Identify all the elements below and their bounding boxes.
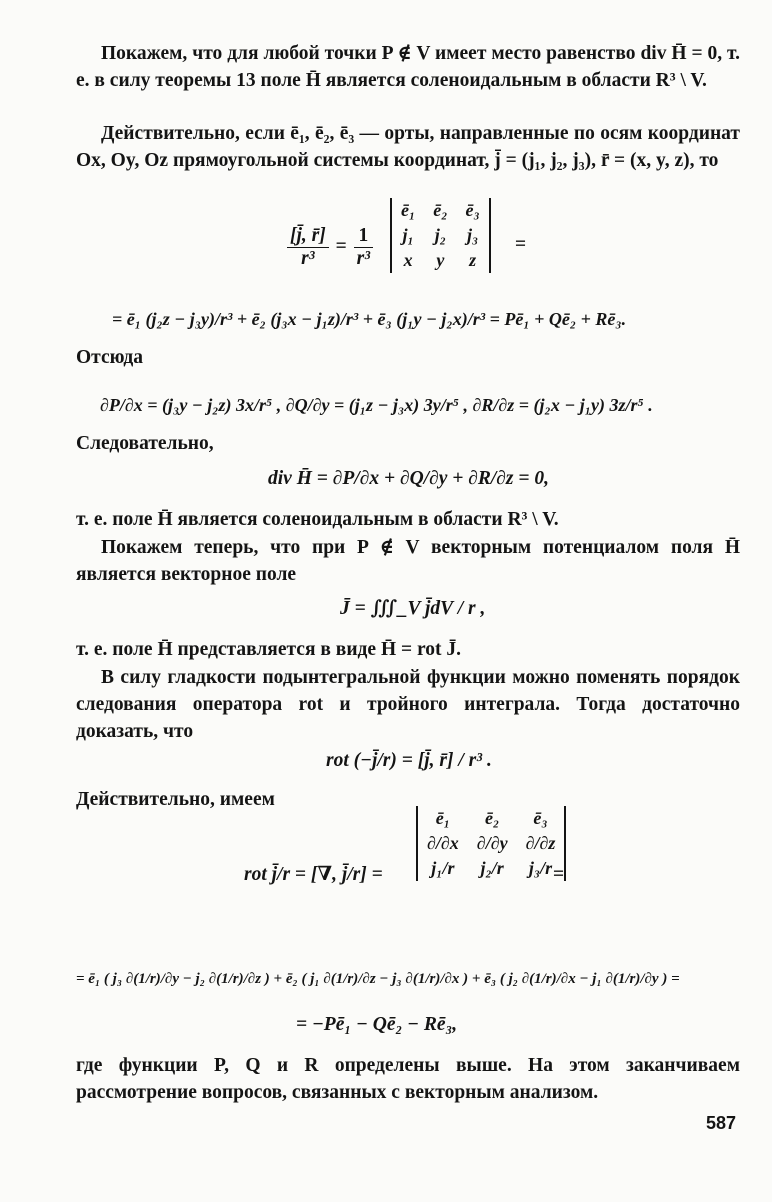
det1-row — [392, 223, 489, 248]
paragraph-6: Покажем теперь, что при P ∉ V векторным потенциалом поля H̄ является векторное поле — [76, 537, 740, 585]
det1-cell: x — [403, 250, 413, 270]
paragraph-7: т. е. поле H̄ представляется в виде H̄ = rot J̄. — [76, 639, 462, 660]
det1-cell: j₂ — [434, 225, 447, 245]
equation-rot: rot (−j̄/r) = [j̄, r̄] / r³ . — [326, 750, 492, 771]
det1-cell: ē₂ — [433, 200, 448, 220]
det1-cell: j₁ — [402, 225, 414, 245]
det2-cell: j₃/r — [528, 858, 553, 878]
det2-row — [418, 806, 564, 831]
equation-result: = −Pē₁ − Qē₂ − Rē₃, — [296, 1014, 458, 1035]
paragraph-5: т. е. поле H̄ является соленоидальным в области R³ \ V. — [76, 509, 559, 530]
eq1-denominator: r³ — [301, 248, 315, 269]
equation-vector-potential: J̄ = ∭_V j̄dV / r , — [340, 598, 486, 619]
det2-cell: j₁/r — [431, 858, 455, 878]
det2-cell: ∂/∂y — [476, 833, 508, 853]
equation-partial-derivatives: ∂P/∂x = (j₃y − j₂z) 3x/r⁵ , ∂Q/∂y = (j₁z − j₃x) 3y/r⁵ , ∂R/∂z = (j₂x − j₁y) 3z/r⁵ . — [100, 395, 653, 415]
det1-cell: y — [436, 250, 445, 270]
det2-cell: ē₃ — [533, 808, 548, 828]
eq1-one: 1 — [354, 225, 373, 248]
det1-cell: ē₃ — [465, 200, 480, 220]
equation-rot-nabla: rot j̄/r = [∇, j̄/r] = — [244, 864, 383, 885]
det1-cell: j₃ — [467, 225, 479, 245]
det1-cell: z — [469, 250, 477, 270]
equation-vector-product: $\frac{[j̄, r̄]}{\text{r³}}$ = $\frac{1}{\text{r³}}$ — [285, 225, 375, 270]
paragraph-2: Действительно, если ē₁, ē₂, ē₃ — орты, направленные по осям координат Ox, Oy, Oz прямоугольной системы координат, j̄ = (j₁, j₂, j₃), r̄ = (x, y, z), то — [76, 123, 740, 171]
equation-long-expansion: = ē₁ ( j₃ ∂(1/r)/∂y − j₂ ∂(1/r)/∂z ) + ē₂ ( j₁ ∂(1/r)/∂z − j₃ ∂(1/r)/∂x ) + ē₃ ( j₂ ∂(1/r)/∂x − j₁ ∂(1/r)/∂y ) = — [76, 971, 680, 987]
det1-row — [392, 248, 489, 273]
determinant-2 — [416, 806, 566, 881]
det2-cell: ē₂ — [485, 808, 500, 828]
eq1-denominator-2: r³ — [356, 248, 371, 269]
eq1-equals: = — [515, 234, 527, 255]
equation-expansion: = ē₁ (j₂z − j₃y)/r³ + ē₂ (j₃x − j₁z)/r³ + ē₃ (j₁y − j₂x)/r³ = Pē₁ + Qē₂ + Rē₃. — [112, 309, 627, 329]
det1-cell: ē₁ — [401, 200, 416, 220]
paragraph-1: Покажем, что для любой точки P ∉ V имеет место равенство div H̄ = 0, т. е. в силу теоремы 13 поле H̄ является соленоидальным в области R³ \ V. — [76, 43, 740, 91]
det2-cell: j₂/r — [480, 858, 504, 878]
det2-cell: ∂/∂x — [427, 833, 459, 853]
determinant-1 — [390, 198, 491, 273]
det2-row — [418, 831, 564, 856]
paragraph-4: Следовательно, — [76, 433, 214, 454]
det2-cell: ē₁ — [435, 808, 451, 828]
paragraph-8: В силу гладкости подынтегральной функции можно поменять порядок следования оператора rot и тройного интеграла. Тогда достаточно доказать, что — [76, 667, 740, 742]
page-number: 587 — [705, 1113, 736, 1133]
det1-row — [392, 198, 489, 223]
equation-divergence: div H̄ = ∂P/∂x + ∂Q/∂y + ∂R/∂z = 0, — [268, 468, 549, 489]
eq7-equals: = — [553, 864, 565, 885]
eq1-numerator: [j̄, r̄] — [287, 225, 329, 248]
paragraph-3: Отсюда — [76, 347, 144, 368]
det2-row — [418, 856, 564, 881]
paragraph-9: Действительно, имеем — [76, 789, 275, 810]
paragraph-10: где функции P, Q и R определены выше. На этом заканчиваем рассмотрение вопросов, связанных с векторным анализом. — [76, 1055, 740, 1103]
det2-cell: ∂/∂z — [525, 833, 556, 853]
